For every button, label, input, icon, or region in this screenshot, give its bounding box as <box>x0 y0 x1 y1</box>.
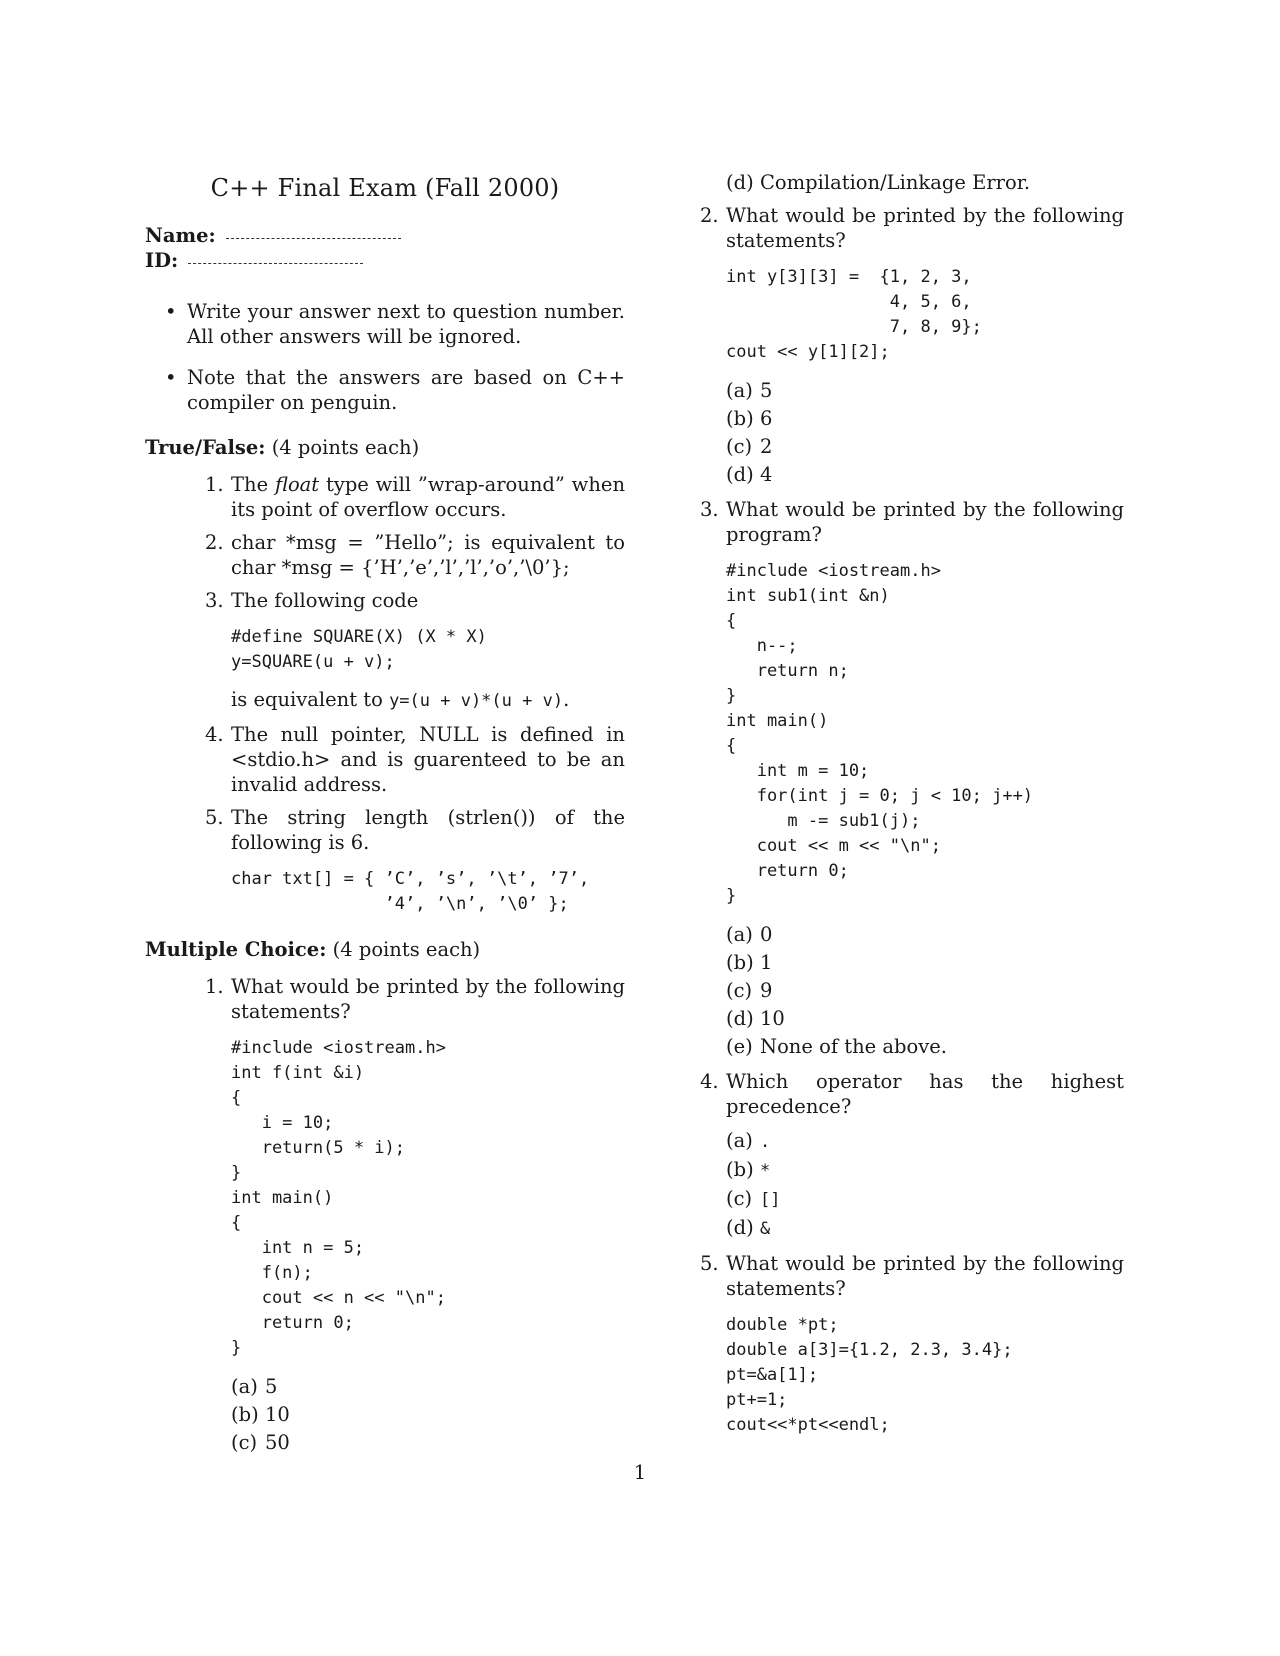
question-number: 2. <box>700 204 719 227</box>
answer-option[interactable] <box>726 1127 1124 1156</box>
right-column <box>700 170 1124 1450</box>
id-field <box>145 248 625 273</box>
code-line: int f(int &i) <box>231 1063 365 1083</box>
option-label: (c) <box>231 1431 258 1454</box>
code-line: { <box>726 736 737 756</box>
option-label: (a) <box>231 1375 258 1398</box>
code-line: for(int j = 0; j < 10; j++) <box>726 786 1034 806</box>
code-line: 7, 8, 9}; <box>726 317 982 337</box>
true-false-questions <box>205 472 625 917</box>
code-line: int n = 5; <box>231 1238 365 1258</box>
code-line: i = 10; <box>231 1113 334 1133</box>
code-line: { <box>231 1088 242 1108</box>
code-line: 4, 5, 6, <box>726 292 972 312</box>
code-line: pt=&a[1]; <box>726 1365 819 1385</box>
option-label: (b) <box>726 1158 754 1181</box>
option-label: (d) <box>726 1216 754 1239</box>
option-label: (a) <box>726 379 753 402</box>
question-text: What would be printed by the following statements? <box>231 975 625 1023</box>
question-text: The <box>231 473 275 496</box>
code-line: } <box>231 1338 242 1358</box>
option-text: 9 <box>760 979 773 1002</box>
question-number: 3. <box>700 498 719 521</box>
multiple-choice-heading <box>145 937 625 962</box>
answer-option[interactable] <box>231 1373 625 1401</box>
code-line: return(5 * i); <box>231 1138 405 1158</box>
question-text: What would be printed by the following program? <box>726 498 1124 546</box>
section-title: Multiple Choice: <box>145 938 327 961</box>
page-number: 1 <box>633 1461 647 1484</box>
answer-option[interactable] <box>231 1401 625 1429</box>
code-block <box>726 265 1124 365</box>
code-line: cout << y[1][2]; <box>726 342 890 362</box>
code-line: char txt[] = { ’C’, ’s’, ’\t’, ’7’, <box>231 869 590 889</box>
answer-options <box>726 1127 1124 1243</box>
tf-question-3 <box>205 588 625 714</box>
option-text: [] <box>760 1190 781 1210</box>
answer-option[interactable] <box>726 1185 1124 1214</box>
code-line: cout << n << "\n"; <box>231 1288 446 1308</box>
option-label: (b) <box>231 1403 259 1426</box>
name-label: Name: <box>145 224 216 247</box>
tf-question-1 <box>205 472 625 522</box>
code-line: int m = 10; <box>726 761 870 781</box>
answer-options <box>726 921 1124 1061</box>
question-text: Which operator has the highest precedence? <box>726 1070 1124 1118</box>
answer-option[interactable] <box>726 170 1124 195</box>
option-text: * <box>760 1161 771 1181</box>
code-line: #define SQUARE(X) (X * X) <box>231 627 487 647</box>
code-block <box>726 1313 1124 1438</box>
option-text: 0 <box>760 923 773 946</box>
question-number: 5. <box>700 1252 719 1275</box>
left-column <box>145 170 625 1465</box>
code-line: } <box>231 1163 242 1183</box>
section-points: (4 points each) <box>332 938 481 961</box>
answer-option[interactable] <box>726 433 1124 461</box>
code-line: cout<<*pt<<endl; <box>726 1415 890 1435</box>
option-label: (a) <box>726 923 753 946</box>
question-number: 1. <box>205 975 224 998</box>
instruction-item: • Write your answer next to question number. All other answers will be ignored. <box>165 299 625 349</box>
true-false-heading <box>145 435 625 460</box>
section-points: (4 points each) <box>271 436 420 459</box>
code-line: f(n); <box>231 1263 313 1283</box>
question-text: . <box>563 688 570 711</box>
mc-question-5 <box>700 1251 1124 1438</box>
option-text: 1 <box>760 951 773 974</box>
multiple-choice-questions-right <box>700 203 1124 1438</box>
mc-question-2 <box>700 203 1124 489</box>
code-line: { <box>231 1213 242 1233</box>
answer-options <box>231 1373 625 1457</box>
instruction-item: • Note that the answers are based on C++ compiler on penguin. <box>165 365 625 415</box>
answer-option[interactable] <box>231 1429 625 1457</box>
question-text: type will ”wrap-around” when its point of overflow occurs. <box>231 473 625 521</box>
multiple-choice-questions-left <box>205 974 625 1457</box>
option-text: 4 <box>760 463 773 486</box>
code-line: double *pt; <box>726 1315 839 1335</box>
option-text: None of the above. <box>760 1035 947 1058</box>
code-line: { <box>726 611 737 631</box>
option-label: (c) <box>726 1187 753 1210</box>
tf-question-2 <box>205 530 625 580</box>
code-line: cout << m << "\n"; <box>726 836 941 856</box>
code-line: return 0; <box>231 1313 354 1333</box>
question-emphasis: float <box>274 473 320 496</box>
tf-question-4 <box>205 722 625 797</box>
answer-option[interactable] <box>726 1033 1124 1061</box>
answer-option[interactable] <box>726 1005 1124 1033</box>
mc-question-3 <box>700 497 1124 1061</box>
question-text: The null pointer, NULL is defined in <stdio.h> and is guarenteed to be an invalid address. <box>231 723 625 796</box>
option-text: 6 <box>760 407 773 430</box>
option-label: (b) <box>726 407 754 430</box>
code-line: } <box>726 686 737 706</box>
option-label: (e) <box>726 1035 753 1058</box>
answer-option[interactable] <box>726 405 1124 433</box>
id-blank-line[interactable] <box>188 261 363 264</box>
option-text: 5 <box>760 379 773 402</box>
question-text: The following code <box>231 589 419 612</box>
question-number: 5. <box>205 806 224 829</box>
question-text: What would be printed by the following statements? <box>726 1252 1124 1300</box>
answer-option[interactable] <box>726 1214 1124 1243</box>
option-label: (a) <box>726 1129 753 1152</box>
mc-question-4 <box>700 1069 1124 1243</box>
code-line: int main() <box>726 711 829 731</box>
inline-code: y=(u + v)*(u + v) <box>389 691 564 711</box>
code-line: int main() <box>231 1188 334 1208</box>
option-text: . <box>760 1132 771 1152</box>
question-number: 1. <box>205 473 224 496</box>
question-number: 4. <box>205 723 224 746</box>
code-block <box>726 559 1124 909</box>
code-line: double a[3]={1.2, 2.3, 3.4}; <box>726 1340 1013 1360</box>
code-block <box>231 867 625 917</box>
answer-option[interactable] <box>726 461 1124 489</box>
option-label: (d) <box>726 171 754 194</box>
option-text: 5 <box>265 1375 278 1398</box>
question-text: What would be printed by the following statements? <box>726 204 1124 252</box>
answer-option[interactable] <box>726 1156 1124 1185</box>
code-line: int sub1(int &n) <box>726 586 890 606</box>
option-label: (d) <box>726 463 754 486</box>
answer-option[interactable] <box>726 977 1124 1005</box>
option-label: (d) <box>726 1007 754 1030</box>
code-line: #include <iostream.h> <box>231 1038 446 1058</box>
instructions-list <box>165 299 625 415</box>
question-number: 4. <box>700 1070 719 1093</box>
option-text: 10 <box>760 1007 785 1030</box>
question-text: char *msg = ”Hello”; is equivalent to char *msg = {’H’,’e’,’l’,’l’,’o’,’\0’}; <box>231 531 625 579</box>
question-text: The string length (strlen()) of the following is 6. <box>231 806 625 854</box>
code-line: pt+=1; <box>726 1390 788 1410</box>
code-line: } <box>726 886 737 906</box>
code-line: return n; <box>726 661 849 681</box>
tf-question-5 <box>205 805 625 917</box>
mc-question-1-continued <box>700 170 1124 195</box>
id-label: ID: <box>145 249 179 272</box>
code-line: return 0; <box>726 861 849 881</box>
option-text: 10 <box>265 1403 290 1426</box>
option-text: & <box>760 1219 771 1239</box>
option-text: Compilation/Linkage Error. <box>760 171 1031 194</box>
option-text: 50 <box>265 1431 290 1454</box>
name-field <box>145 223 625 248</box>
section-title: True/False: <box>145 436 266 459</box>
code-block <box>231 1036 625 1361</box>
code-line: y=SQUARE(u + v); <box>231 652 395 672</box>
option-text: 2 <box>760 435 773 458</box>
code-line: #include <iostream.h> <box>726 561 941 581</box>
question-number: 2. <box>205 531 224 554</box>
code-line: ’4’, ’\n’, ’\0’ }; <box>231 894 569 914</box>
answer-option[interactable] <box>726 921 1124 949</box>
exam-title: C++ Final Exam (Fall 2000) <box>210 174 560 202</box>
code-line: int y[3][3] = {1, 2, 3, <box>726 267 972 287</box>
answer-options <box>726 377 1124 489</box>
code-line: n--; <box>726 636 798 656</box>
question-text: is equivalent to <box>231 688 390 711</box>
code-block <box>231 625 625 675</box>
question-followup <box>231 687 625 714</box>
answer-option[interactable] <box>726 377 1124 405</box>
code-line: m -= sub1(j); <box>726 811 921 831</box>
name-blank-line[interactable] <box>226 236 401 239</box>
mc-question-1 <box>205 974 625 1457</box>
option-label: (c) <box>726 979 753 1002</box>
answer-option[interactable] <box>726 949 1124 977</box>
option-label: (b) <box>726 951 754 974</box>
question-number: 3. <box>205 589 224 612</box>
option-label: (c) <box>726 435 753 458</box>
